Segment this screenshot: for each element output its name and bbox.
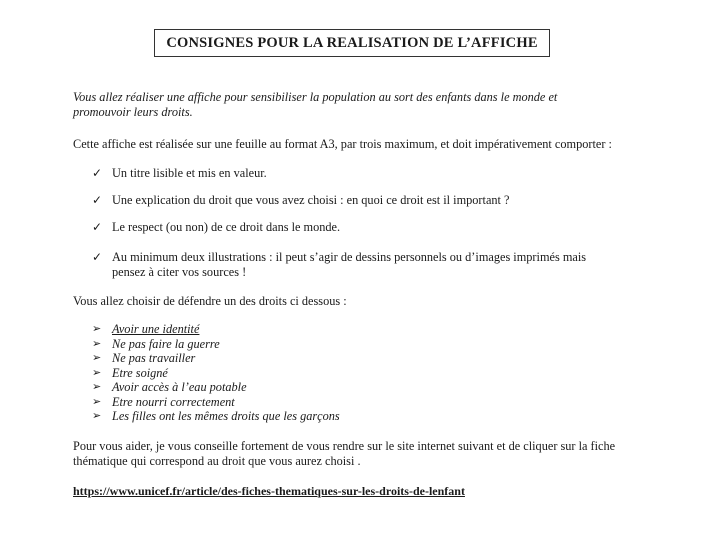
intro-paragraph — [73, 90, 557, 120]
arrowhead-bullet-icon: ➢ — [92, 381, 102, 393]
help-line-2: thématique qui correspond au droit que vous aurez choisi . — [73, 454, 361, 468]
requirement-text: Le respect (ou non) de ce droit dans le monde. — [112, 220, 341, 234]
right-label: Etre nourri correctement — [112, 394, 235, 409]
right-label: Les filles ont les mêmes droits que les garçons — [112, 409, 340, 423]
right-label: Ne pas faire la guerre — [112, 336, 220, 351]
right-label: Avoir une identité — [112, 322, 200, 336]
right-item-1 — [92, 322, 340, 337]
arrowhead-bullet-icon: ➢ — [92, 410, 102, 422]
intro-line-2: promouvoir leurs droits. — [73, 105, 193, 119]
intro-line-1: Vous allez réaliser une affiche pour sensibiliser la population au sort des enfants dans le monde et — [73, 90, 558, 104]
right-item-2 — [92, 337, 340, 352]
arrowhead-bullet-icon: ➢ — [92, 366, 102, 379]
requirement-item-1 — [92, 166, 267, 181]
rights-list — [92, 322, 340, 424]
requirement-text: Un titre lisible et mis en valeur. — [112, 166, 267, 180]
help-line-1: Pour vous aider, je vous conseille fortement de vous rendre sur le site internet suivant et de cliquer sur la fiche — [73, 439, 616, 453]
arrowhead-bullet-icon: ➢ — [92, 352, 102, 364]
checkmark-icon: ✓ — [92, 166, 103, 180]
right-item-7 — [92, 409, 340, 424]
requirement-text: Une explication du droit que vous avez choisi : en quoi ce droit est il important ? — [112, 193, 510, 207]
document-title: CONSIGNES POUR LA REALISATION DE L’AFFICHE — [154, 29, 550, 57]
checkmark-icon: ✓ — [92, 250, 103, 264]
rights-lead: Vous allez choisir de défendre un des droits ci dessous : — [73, 294, 347, 308]
requirement-item-4 — [92, 250, 586, 280]
requirement-item-3 — [92, 220, 340, 235]
help-paragraph — [73, 439, 615, 469]
right-item-3 — [92, 351, 340, 366]
requirement-text-continued: pensez à citer vos sources ! — [112, 265, 247, 279]
checkmark-icon: ✓ — [92, 193, 103, 207]
arrowhead-bullet-icon: ➢ — [92, 337, 102, 350]
checkmark-icon: ✓ — [92, 220, 103, 234]
right-item-6 — [92, 395, 340, 410]
arrowhead-bullet-icon: ➢ — [92, 395, 102, 408]
right-label: Avoir accès à l’eau potable — [112, 380, 247, 394]
requirement-item-2 — [92, 193, 510, 208]
right-label: Etre soigné — [112, 365, 168, 380]
right-label: Ne pas travailler — [112, 351, 196, 365]
requirements-lead: Cette affiche est réalisée sur une feuille au format A3, par trois maximum, et doit impérativement comporter : — [73, 137, 612, 151]
right-item-5 — [92, 380, 340, 395]
right-item-4 — [92, 366, 340, 381]
unicef-link[interactable]: https://www.unicef.fr/article/des-fiches-thematiques-sur-les-droits-de-lenfant — [73, 484, 465, 498]
requirement-text: Au minimum deux illustrations : il peut s’agir de dessins personnels ou d’images imprimés mais — [112, 250, 587, 264]
arrowhead-bullet-icon: ➢ — [92, 323, 102, 335]
